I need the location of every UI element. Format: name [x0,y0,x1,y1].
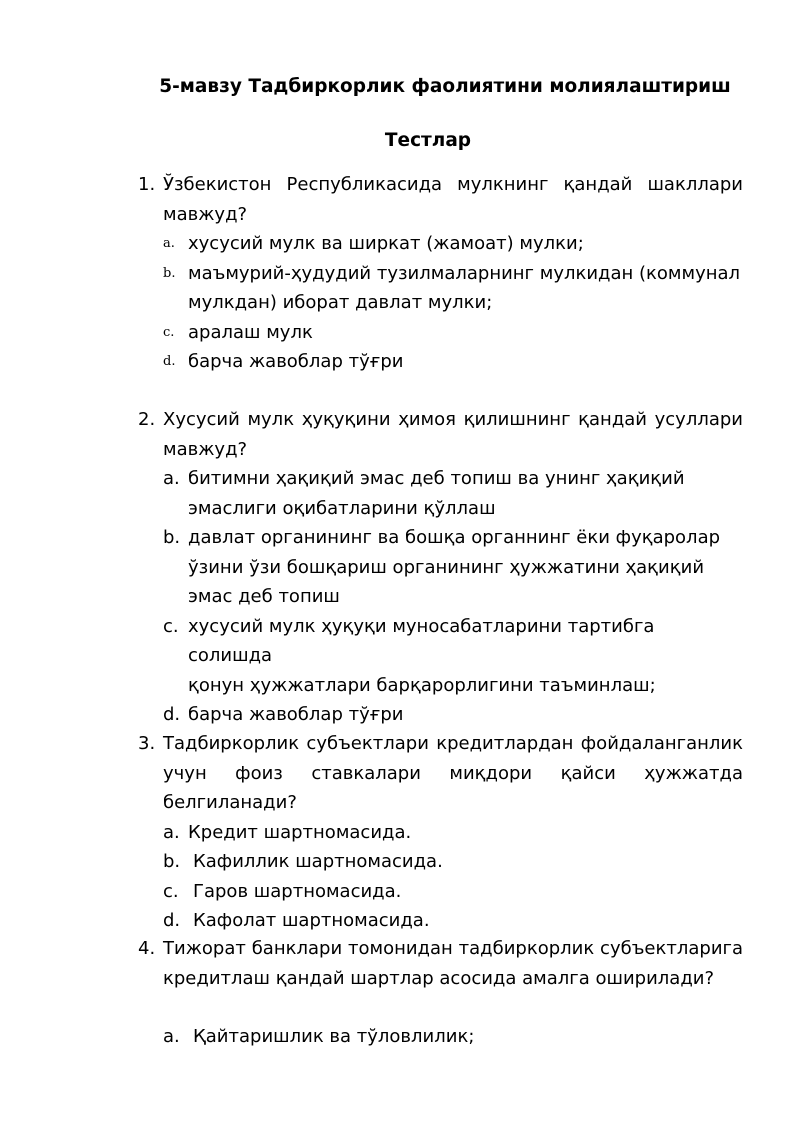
option-text: Кредит шартномасида. [188,821,412,843]
question-text-line: мавжуд? [163,438,248,460]
option-text: эмаслиги оқибатларини қўллаш [188,497,496,519]
option-label: b. [163,527,181,548]
option-text: хусусий мулк ҳуқуқи муносабатларини тартибга солишда [188,615,655,666]
option-label: d. [163,354,176,369]
option-text: битимни ҳақиқий эмас деб топиш ва унинг ҳақиқий [188,468,685,489]
option-d [163,906,743,936]
option-b [163,523,743,612]
question-text-line: мавжуд? [163,203,248,225]
option-label: a. [163,821,180,843]
question-number: 3. [138,733,156,754]
question-text-line: учун фоиз ставкалари миқдори қайси ҳужжатда белгиланади? [163,762,743,813]
question-text [163,729,743,818]
option-text: хусусий мулк ва ширкат (жамоат) мулки; [188,233,584,254]
option-text: ўзини ўзи бошқариш органининг ҳужжатини ҳақиқий [188,556,705,578]
option-label: a. [163,236,175,251]
option-label: c. [163,324,175,340]
option-label: a. [163,1026,180,1047]
option-c [163,877,743,907]
question-text [163,405,743,464]
options-list [163,818,743,936]
option-a [163,1022,743,1052]
question-text-line: Ўзбекистон Республикасида мулкнинг қандай шакллари [163,174,743,195]
options-list [163,1022,743,1052]
option-label: a. [163,468,180,489]
option-a [163,818,743,848]
document-subtitle: Тестлар [384,130,472,151]
question-text [163,170,743,229]
question-1 [138,170,743,377]
option-text: эмас деб топиш [188,586,340,607]
option-label: b. [163,265,176,281]
question-text [163,934,743,993]
option-label: d. [163,704,181,725]
option-text: Кафиллик шартномасида. [193,851,443,872]
question-3 [138,729,743,936]
option-text: мулкдан) иборат давлат мулки; [188,292,493,313]
question-text-line: Тижорат банклари томонидан тадбиркорлик субъектларига [163,938,743,959]
document-title: 5-мавзу Тадбиркорлик фаолиятини молиялаштириш [159,76,731,97]
question-4 [138,934,743,1052]
options-list [163,229,743,377]
option-b [163,847,743,877]
question-text-line: кредитлаш қандай шартлар асосида амалга оширилади? [163,967,715,989]
question-number: 2. [138,409,156,430]
option-text: барча жавоблар тўғри [188,351,404,372]
question-number: 4. [138,938,156,959]
option-label: b. [163,851,181,872]
option-label: c. [163,880,179,902]
question-text-line: Хусусий мулк ҳуқуқини ҳимоя қилишнинг қандай усуллари [163,409,743,430]
option-label: d. [163,910,181,931]
option-b [163,259,743,318]
option-text: қонун ҳужжатлари барқарорлигини таъминлаш; [188,674,656,696]
option-text: Қайтаришлик ва тўловлилик; [193,1026,475,1047]
option-d [163,347,743,377]
option-text: маъмурий-ҳудудий тузилмаларнинг мулкидан (коммунал [188,262,741,284]
option-text: Кафолат шартномасида. [193,910,430,931]
options-list [163,464,743,730]
option-a [163,229,743,259]
option-text: давлат органининг ва бошқа органнинг ёки фуқаролар [188,527,721,548]
option-c [163,318,743,348]
option-a [163,464,743,523]
question-2 [138,405,743,730]
question-number: 1. [138,174,156,195]
question-text-line: Тадбиркорлик субъектлари кредитлардан фойдаланганлик [163,733,743,754]
option-text: аралаш мулк [188,321,313,343]
option-label: c. [163,615,179,637]
option-text: барча жавоблар тўғри [188,704,404,725]
option-c [163,612,743,701]
option-text: Гаров шартномасида. [193,880,402,902]
option-d [163,700,743,730]
